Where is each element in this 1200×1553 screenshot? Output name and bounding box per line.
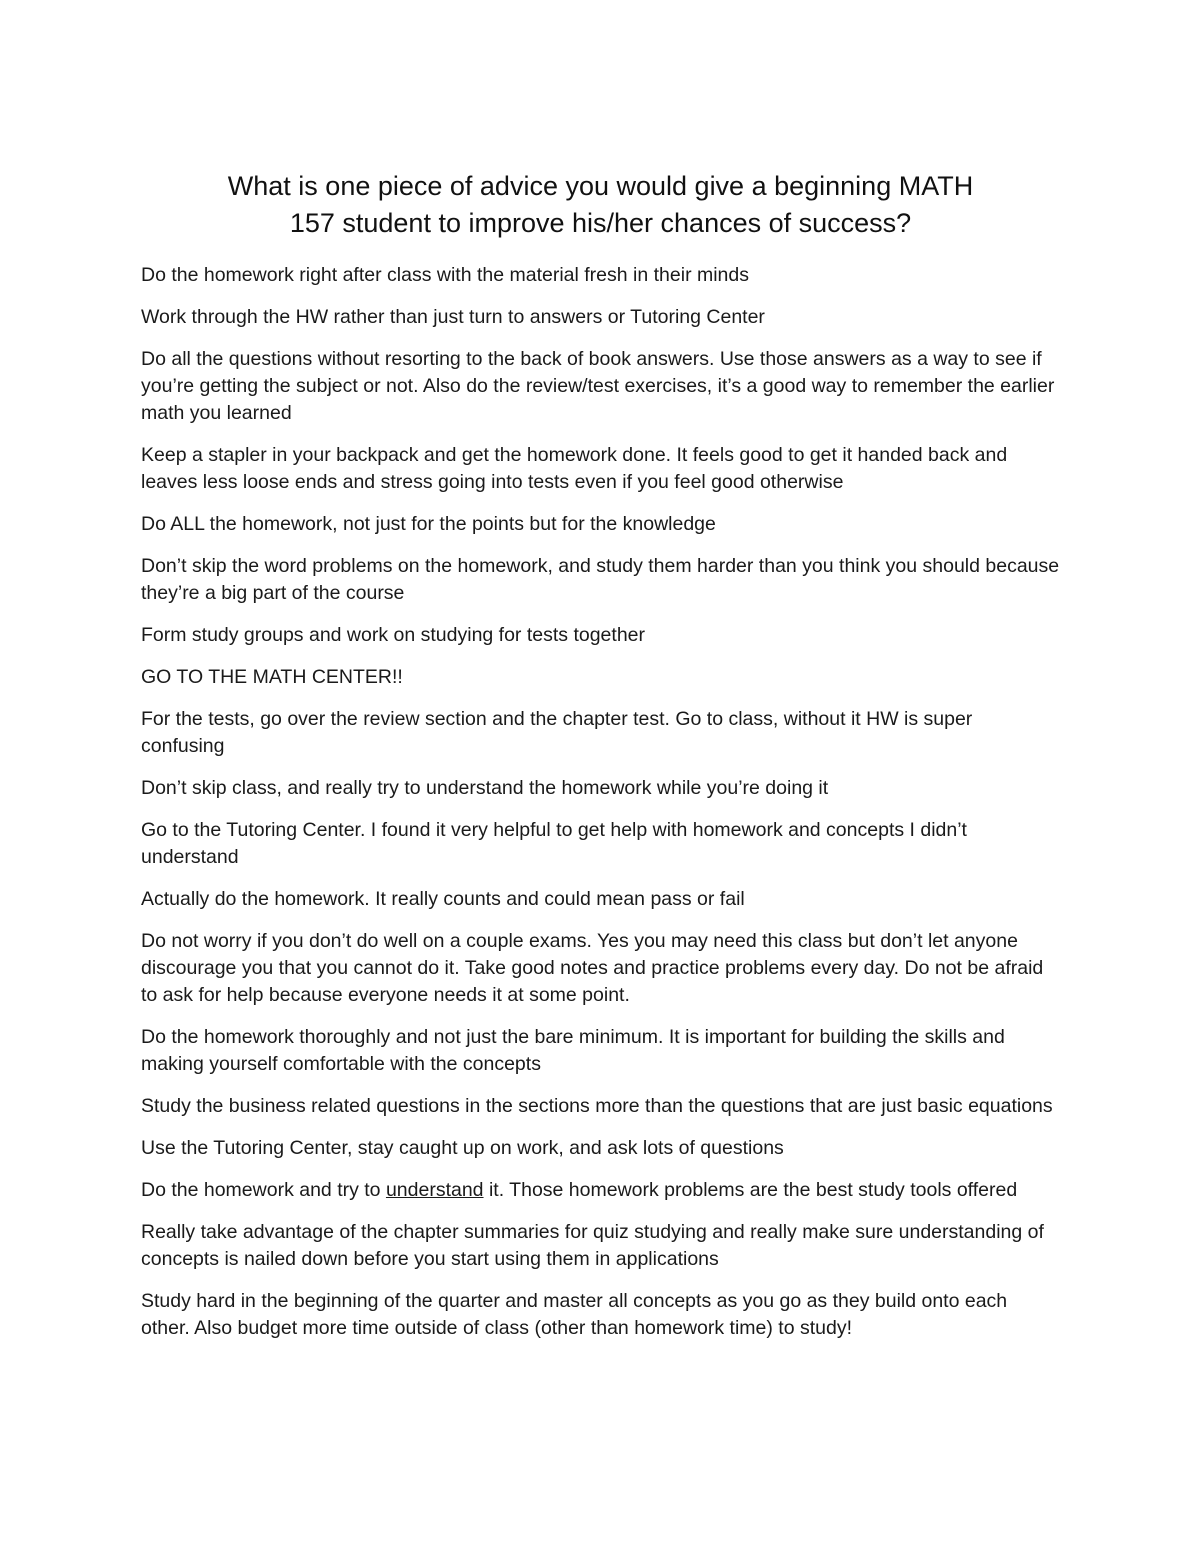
response-item: Keep a stapler in your backpack and get the homework done. It feels good to get it handed back and leaves less loose ends and stress going into tests even if you feel good otherwise bbox=[141, 444, 1008, 493]
response-item: Go to the Tutoring Center. I found it very helpful to get help with homework and concepts I didn’t understand bbox=[141, 819, 967, 868]
response-item: Use the Tutoring Center, stay caught up on work, and ask lots of questions bbox=[141, 1137, 784, 1159]
response-item: Do all the questions without resorting to the back of book answers. Use those answers as a way to see if you’re getting the subject or not. Also do the review/test exercises, it’s a good way to remember the earlier math you learned bbox=[141, 348, 1055, 424]
document-title bbox=[141, 168, 1060, 242]
response-item: Actually do the homework. It really counts and could mean pass or fail bbox=[141, 888, 745, 910]
response-item: Do the homework thoroughly and not just the bare minimum. It is important for building the skills and making yourself comfortable with the concepts bbox=[141, 1026, 1005, 1075]
response-item: Don’t skip class, and really try to understand the homework while you’re doing it bbox=[141, 777, 829, 799]
response-item: Do ALL the homework, not just for the points but for the knowledge bbox=[141, 513, 716, 535]
response-item: GO TO THE MATH CENTER!! bbox=[141, 666, 403, 688]
response-item: For the tests, go over the review section and the chapter test. Go to class, without it HW is super confusing bbox=[141, 708, 973, 757]
response-item: Don’t skip the word problems on the homework, and study them harder than you think you should because they’re a big part of the course bbox=[141, 555, 1060, 604]
response-item-underlined bbox=[141, 1177, 1060, 1204]
response-item: Study the business related questions in the sections more than the questions that are just basic equations bbox=[141, 1095, 1053, 1117]
response-text-before: Do the homework and try to bbox=[141, 1179, 386, 1201]
response-item: Really take advantage of the chapter summaries for quiz studying and really make sure understanding of concepts is nailed down before you start using them in applications bbox=[141, 1221, 1044, 1270]
response-item: Do not worry if you don’t do well on a couple exams. Yes you may need this class but don’t let anyone discourage you that you cannot do it. Take good notes and practice problems every day. Do not be afraid to ask for help because everyone needs it at some point. bbox=[141, 930, 1044, 1006]
title-line-2: 157 student to improve his/her chances of success? bbox=[289, 208, 912, 238]
response-item: Do the homework right after class with the material fresh in their minds bbox=[141, 264, 749, 286]
response-list bbox=[141, 262, 1060, 1342]
response-item: Study hard in the beginning of the quarter and master all concepts as you go as they build onto each other. Also budget more time outside of class (other than homework time) to study! bbox=[141, 1290, 1008, 1339]
underlined-word: understand bbox=[385, 1179, 484, 1201]
response-text-after: it. Those homework problems are the best study tools offered bbox=[483, 1179, 1018, 1201]
title-line-1: What is one piece of advice you would give a beginning MATH bbox=[227, 171, 974, 201]
response-item: Work through the HW rather than just turn to answers or Tutoring Center bbox=[141, 306, 765, 328]
response-item: Form study groups and work on studying for tests together bbox=[141, 624, 646, 646]
